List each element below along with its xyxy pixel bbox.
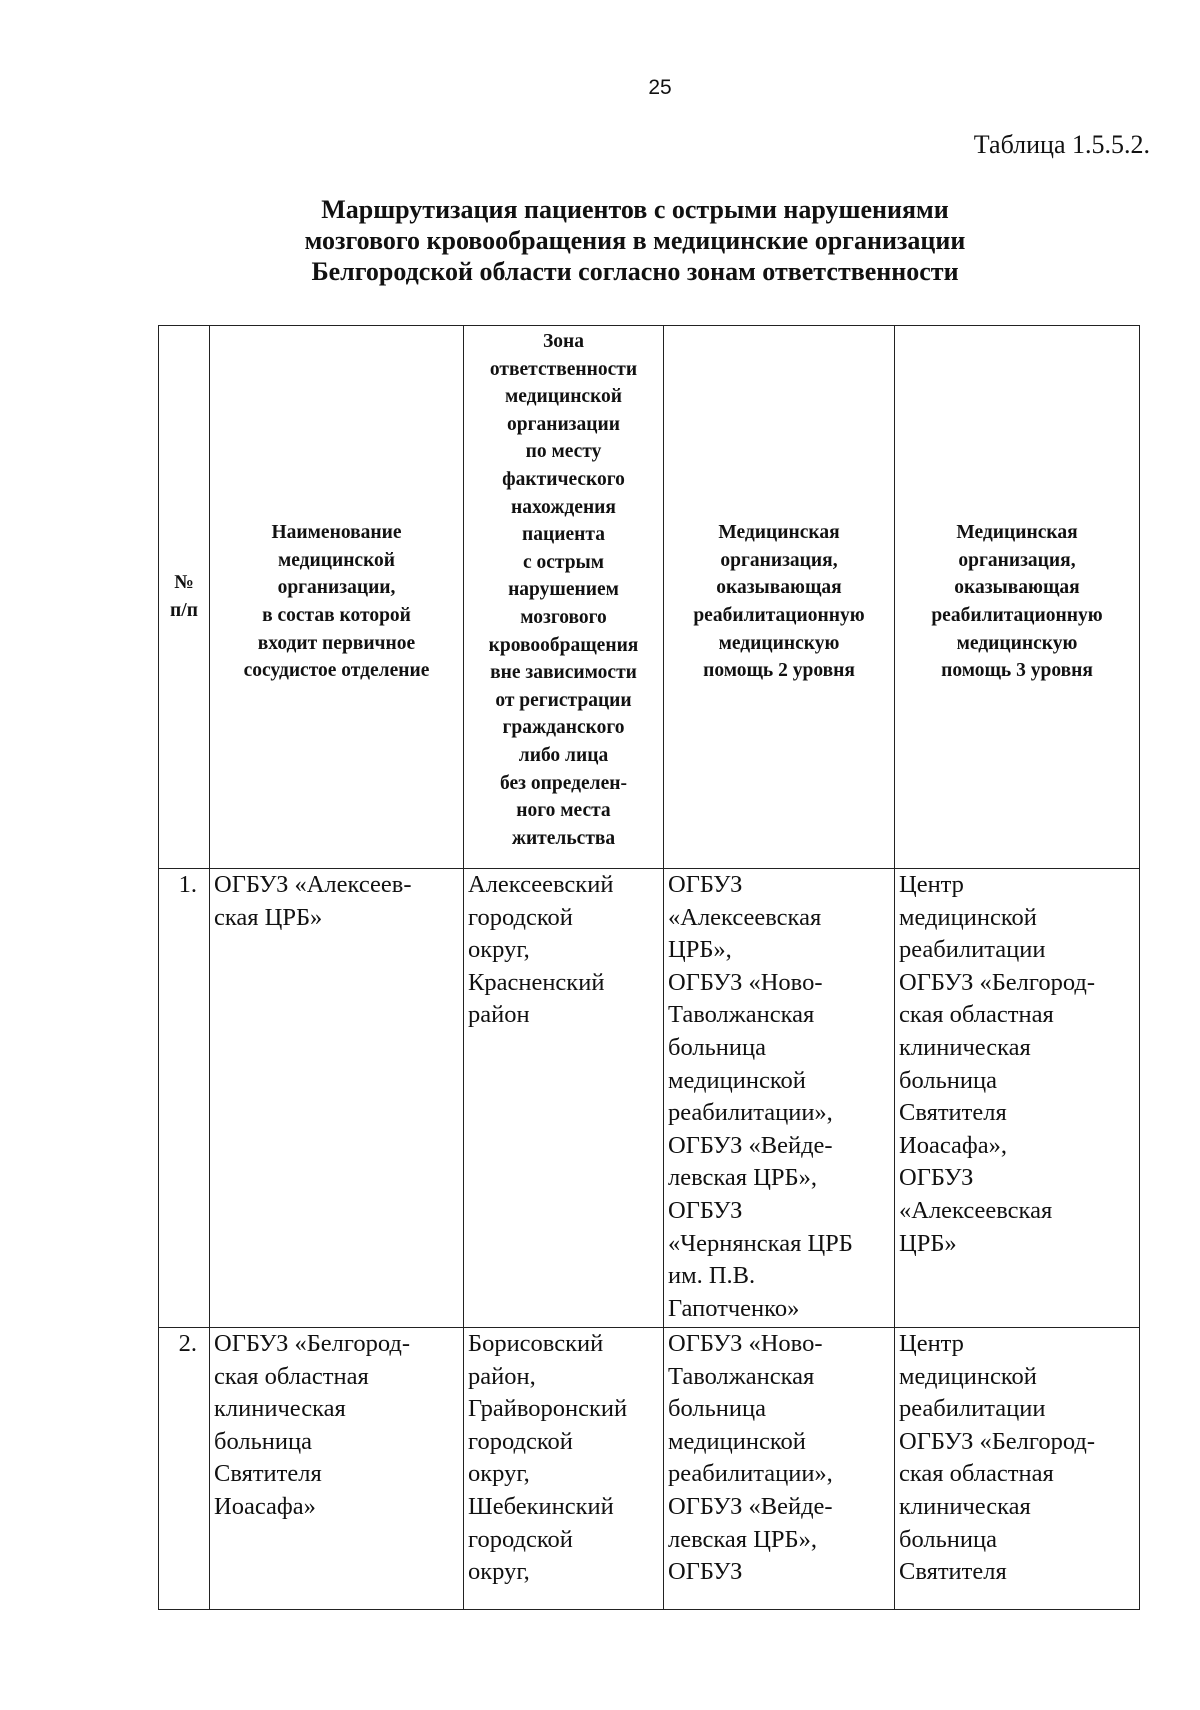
cell-line: № <box>174 572 194 594</box>
cell-line: ская ЦРБ» <box>214 903 323 931</box>
row-organization <box>210 1328 464 1610</box>
cell-line: «Чернянская ЦРБ <box>668 1229 853 1257</box>
cell-line: левская ЦРБ», <box>668 1525 817 1553</box>
cell-line: помощь 2 уровня <box>703 660 855 682</box>
cell-line: реабилитации», <box>668 1460 833 1488</box>
header-number <box>159 326 210 869</box>
cell-line: округ, <box>468 936 530 964</box>
cell-line: ОГБУЗ «Белгород- <box>899 1427 1096 1455</box>
page-number: 25 <box>648 76 672 99</box>
table-row <box>159 869 1140 1328</box>
row-rehab-level-2 <box>664 1328 895 1610</box>
cell-line: с острым <box>522 551 605 573</box>
cell-line: нахождения <box>511 496 616 518</box>
cell-line: Таволжанская <box>668 1001 815 1029</box>
cell-line: больница <box>899 1525 997 1553</box>
table-row <box>159 1328 1140 1610</box>
cell-line: ЦРБ», <box>668 936 732 964</box>
cell-line: реабилитационную <box>693 605 865 626</box>
cell-line: сосудистое отделение <box>243 660 430 682</box>
cell-line: медицинскую <box>718 632 840 654</box>
row-zone <box>464 869 664 1328</box>
cell-line: нарушением <box>508 579 619 601</box>
cell-line: гражданского <box>502 717 625 739</box>
row-rehab-level-3 <box>895 869 1140 1328</box>
cell-line: клиническая <box>214 1395 346 1423</box>
header-responsibility-zone <box>464 326 664 869</box>
cell-line: городской <box>468 903 573 931</box>
cell-line: ская областная <box>214 1362 369 1390</box>
cell-line: в состав которой <box>262 605 411 626</box>
header-rehab-level-3 <box>895 326 1140 869</box>
cell-line: клиническая <box>899 1033 1031 1061</box>
row-rehab-level-2 <box>664 869 895 1328</box>
cell-line: клиническая <box>899 1492 1031 1520</box>
cell-line: «Алексеевская <box>668 903 822 931</box>
title-line: Маршрутизация пациентов с острыми нарушениями <box>321 195 949 224</box>
header-organization-name <box>210 326 464 869</box>
cell-line: Шебекинский <box>468 1492 614 1520</box>
cell-line: Таволжанская <box>668 1362 815 1390</box>
cell-line: левская ЦРБ», <box>668 1164 817 1192</box>
cell-line: по месту <box>525 441 602 463</box>
cell-line: ОГБУЗ <box>668 1196 743 1224</box>
cell-line: ОГБУЗ «Вейде- <box>668 1492 833 1520</box>
cell-line: округ, <box>468 1558 530 1586</box>
header-rehab-level-2 <box>664 326 895 869</box>
cell-line: ОГБУЗ «Алексеев- <box>214 871 412 898</box>
cell-line: район, <box>468 1362 536 1390</box>
cell-line: Святителя <box>899 1558 1007 1586</box>
cell-line: организации <box>507 413 620 435</box>
cell-line: медицинскую <box>956 632 1078 654</box>
cell-line: Центр <box>899 1330 964 1357</box>
cell-line: медицинской <box>899 1362 1037 1390</box>
cell-line: медицинской <box>899 903 1037 931</box>
cell-line: организация, <box>958 549 1076 571</box>
cell-line: больница <box>899 1066 997 1094</box>
cell-line: Медицинская <box>956 522 1078 544</box>
cell-line: городской <box>468 1525 573 1553</box>
cell-line: Наименование <box>271 522 402 544</box>
cell-line: реабилитации <box>899 1395 1046 1423</box>
cell-line: Грайворонский <box>468 1395 628 1423</box>
cell-line: ОГБУЗ «Белгород- <box>899 968 1096 996</box>
cell-line: ОГБУЗ «Вейде- <box>668 1131 833 1159</box>
cell-line: ОГБУЗ «Белгород- <box>214 1330 411 1357</box>
cell-line: Иоасафа», <box>899 1131 1007 1159</box>
cell-line: организация, <box>720 549 838 571</box>
cell-line: помощь 3 уровня <box>941 660 1093 682</box>
cell-line: ская областная <box>899 1460 1054 1488</box>
cell-line: пациента <box>522 524 605 546</box>
routing-table <box>158 325 1140 1610</box>
cell-line: кровообращения <box>488 634 639 656</box>
cell-line: ЦРБ» <box>899 1229 957 1257</box>
cell-line: больница <box>214 1427 312 1455</box>
cell-line: п/п <box>170 600 198 621</box>
document-title <box>230 194 1040 287</box>
row-organization <box>210 869 464 1328</box>
row-rehab-level-3 <box>895 1328 1140 1610</box>
cell-line: ОГБУЗ <box>899 1164 974 1192</box>
cell-line: Алексеевский <box>468 871 614 898</box>
cell-line: реабилитации», <box>668 1099 833 1127</box>
title-line: мозгового кровообращения в медицинские организации <box>304 226 966 255</box>
cell-line: от регистрации <box>495 689 632 711</box>
cell-line: либо лица <box>518 744 609 766</box>
cell-line: ОГБУЗ <box>668 871 743 898</box>
cell-line: медицинской <box>668 1066 806 1094</box>
cell-line: ответственности <box>489 358 638 380</box>
cell-line: городской <box>468 1427 573 1455</box>
row-zone <box>464 1328 664 1610</box>
cell-line: входит первичное <box>257 632 416 654</box>
cell-line: округ, <box>468 1460 530 1488</box>
cell-line: Красненский <box>468 968 605 996</box>
row-number: 1. <box>159 869 210 1328</box>
cell-line: ская областная <box>899 1001 1054 1029</box>
table-header-row <box>159 326 1140 869</box>
cell-line: жительства <box>511 827 616 849</box>
cell-line: район <box>468 1001 530 1029</box>
cell-line: Борисовский <box>468 1330 604 1357</box>
table-caption: Таблица 1.5.5.2. <box>973 130 1150 159</box>
cell-line: ного места <box>516 800 611 822</box>
cell-line: больница <box>668 1395 766 1423</box>
cell-line: фактического <box>502 468 625 490</box>
cell-line: ОГБУЗ «Ново- <box>668 968 823 996</box>
cell-line: Иоасафа» <box>214 1492 316 1520</box>
title-line: Белгородской области согласно зонам ответственности <box>311 257 959 286</box>
cell-line: ОГБУЗ <box>668 1558 743 1586</box>
cell-line: медицинской <box>504 386 623 408</box>
cell-line: Медицинская <box>718 522 840 544</box>
cell-line: оказывающая <box>954 577 1080 599</box>
cell-line: «Алексеевская <box>899 1196 1053 1224</box>
cell-line: медицинской <box>277 549 396 571</box>
row-number: 2. <box>159 1328 210 1610</box>
cell-line: Святителя <box>214 1460 322 1488</box>
cell-line: Центр <box>899 871 964 898</box>
cell-line: реабилитации <box>899 936 1046 964</box>
cell-line: Зона <box>542 331 585 352</box>
cell-line: медицинской <box>668 1427 806 1455</box>
cell-line: оказывающая <box>716 577 842 599</box>
cell-line: Гапотченко» <box>668 1294 800 1322</box>
cell-line: ОГБУЗ «Ново- <box>668 1330 823 1357</box>
cell-line: мозгового <box>520 606 607 628</box>
cell-line: больница <box>668 1033 766 1061</box>
cell-line: организации, <box>277 577 396 599</box>
cell-line: реабилитационную <box>931 605 1103 626</box>
cell-line: им. П.В. <box>668 1262 756 1290</box>
cell-line: вне зависимости <box>490 662 637 684</box>
cell-line: Святителя <box>899 1099 1007 1127</box>
cell-line: без определен- <box>500 772 627 794</box>
